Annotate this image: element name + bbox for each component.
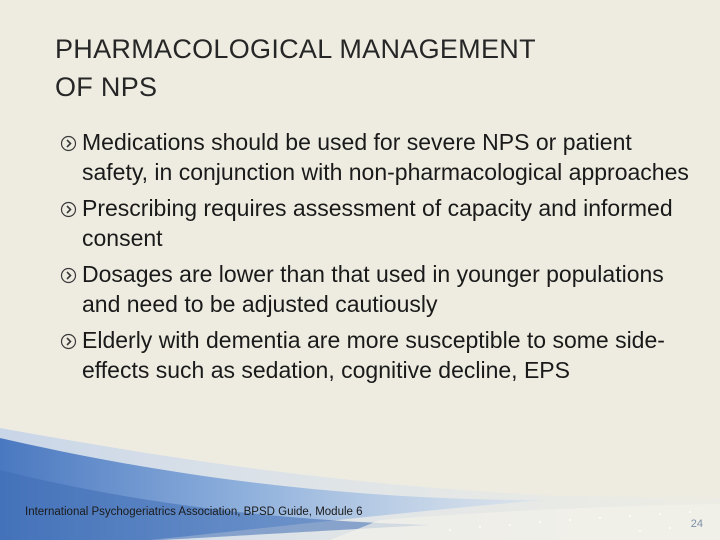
- page-number: 24: [690, 518, 703, 530]
- bullet-item: [60, 260, 690, 319]
- citation: International Psychogeriatrics Association, BPSD Guide, Module 6: [25, 506, 363, 518]
- circled-chevron-right-icon: [60, 267, 77, 284]
- circled-chevron-right-icon: [60, 333, 77, 350]
- bullet-list: [60, 128, 690, 392]
- bullet-text: Medications should be used for severe NPS or patient safety, in conjunction with non-pharmacological approaches: [82, 129, 689, 185]
- circled-chevron-right-icon: [60, 201, 77, 218]
- bullet-text: Elderly with dementia are more susceptible to some side-effects such as sedation, cognitive decline, EPS: [82, 327, 665, 383]
- title-line-2: OF NPS: [55, 72, 158, 102]
- circled-chevron-right-icon: [60, 135, 77, 152]
- bullet-item: [60, 326, 690, 385]
- bullet-text: Dosages are lower than that used in younger populations and need to be adjusted cautiously: [82, 261, 664, 317]
- bullet-item: [60, 128, 690, 187]
- title-line-1: PHARMACOLOGICAL MANAGEMENT: [55, 34, 536, 64]
- bullet-text: Prescribing requires assessment of capacity and informed consent: [82, 195, 673, 251]
- slide-title: [55, 30, 675, 106]
- bullet-item: [60, 194, 690, 253]
